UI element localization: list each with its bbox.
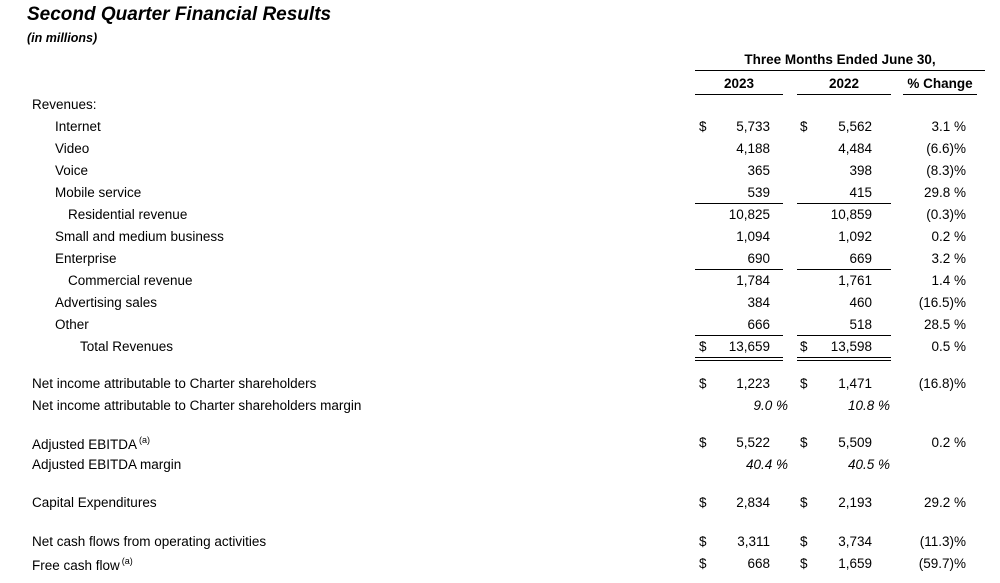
percent-change: 28.5 %: [923, 317, 966, 332]
column-underline-change: [903, 94, 977, 95]
value-2022: 13,598: [830, 339, 872, 354]
total-rule: [797, 335, 891, 336]
percent-change: 1.4 %: [931, 273, 966, 288]
value-2023: 5,522: [736, 435, 770, 450]
currency-symbol: $: [800, 339, 808, 354]
value-2023: 690: [747, 251, 770, 266]
row-label: Commercial revenue: [68, 273, 193, 288]
value-2023: 1,223: [736, 376, 770, 391]
percent-change: 0.2 %: [931, 435, 966, 450]
currency-symbol: $: [800, 119, 808, 134]
revenues-heading: Revenues:: [32, 97, 97, 112]
column-header-change: % Change: [907, 76, 973, 91]
table-row: [0, 119, 1000, 139]
value-2022: 5,562: [838, 119, 872, 134]
table-row: [0, 141, 1000, 161]
row-label: Capital Expenditures: [32, 495, 157, 510]
row-label: Other: [55, 317, 89, 332]
value-2023: 10,825: [728, 207, 770, 222]
net-income-row: [0, 376, 1000, 396]
free-cash-flow-row: [0, 556, 1000, 576]
table-row: [0, 251, 1000, 271]
currency-symbol: $: [800, 556, 808, 571]
currency-symbol: $: [800, 534, 808, 549]
percent-change: (16.8)%: [918, 376, 966, 391]
table-row: [0, 207, 1000, 227]
table-row: [0, 295, 1000, 315]
subtotal-rule: [797, 203, 891, 204]
percent-change: (16.5)%: [918, 295, 966, 310]
column-underline-2023: [695, 94, 783, 95]
free-cash-flow-label: Free cash flow: [32, 558, 120, 573]
subtotal-rule: [695, 203, 783, 204]
units-note: (in millions): [27, 31, 98, 45]
percent-change: 3.2 %: [931, 251, 966, 266]
value-2022: 1,092: [838, 229, 872, 244]
ebitda-label: Adjusted EBITDA: [32, 437, 138, 452]
value-2023: 5,733: [736, 119, 770, 134]
total-revenues-row: [0, 339, 1000, 359]
row-label: Net cash flows from operating activities: [32, 534, 267, 549]
value-2023: 4,188: [736, 141, 770, 156]
value-2023: 13,659: [728, 339, 770, 354]
table-row: [0, 273, 1000, 293]
value-2022: 1,659: [838, 556, 872, 571]
percent-change: 29.2 %: [923, 495, 966, 510]
currency-symbol: $: [699, 534, 707, 549]
row-label: Small and medium business: [55, 229, 224, 244]
value-2023: 1,094: [736, 229, 770, 244]
value-2023: 666: [747, 317, 770, 332]
table-row: [0, 163, 1000, 183]
value-2023: 365: [747, 163, 770, 178]
row-label: Net income attributable to Charter shareholders: [32, 376, 317, 391]
operating-cash-flow-row: [0, 534, 1000, 554]
subtotal-rule: [797, 269, 891, 270]
value-2022: 460: [849, 295, 872, 310]
row-label: Total Revenues: [80, 339, 174, 354]
currency-symbol: $: [699, 495, 707, 510]
value-2022: 398: [849, 163, 872, 178]
value-2022: 518: [849, 317, 872, 332]
currency-symbol: $: [699, 435, 707, 450]
currency-symbol: $: [800, 435, 808, 450]
currency-symbol: $: [699, 376, 707, 391]
margin-2023: 9.0 %: [753, 398, 788, 413]
ebitda-row: [0, 435, 1000, 455]
currency-symbol: $: [699, 119, 707, 134]
column-underline-2022: [797, 94, 891, 95]
row-label: Net income attributable to Charter shareholders margin: [32, 398, 362, 413]
row-label: [32, 435, 150, 452]
table-row: [0, 229, 1000, 249]
value-2023: 3,311: [737, 534, 770, 549]
percent-change: (11.3)%: [919, 534, 966, 549]
double-rule: [797, 357, 891, 358]
percent-change: 3.1 %: [931, 119, 966, 134]
percent-change: 0.5 %: [931, 339, 966, 354]
row-label: Video: [55, 141, 90, 156]
revenues-heading-row: [0, 97, 1000, 117]
percent-change: (8.3)%: [926, 163, 966, 178]
capex-row: [0, 495, 1000, 515]
row-label: [32, 556, 133, 573]
value-2022: 10,859: [830, 207, 872, 222]
footnote-marker: (a): [121, 556, 133, 566]
row-label: Advertising sales: [55, 295, 158, 310]
net-income-margin-row: [0, 398, 1000, 418]
currency-symbol: $: [699, 339, 707, 354]
double-rule: [695, 357, 783, 358]
value-2022: 2,193: [838, 495, 872, 510]
double-rule: [695, 360, 783, 361]
percent-change: 29.8 %: [923, 185, 966, 200]
value-2023: 1,784: [736, 273, 770, 288]
ebitda-margin-row: [0, 457, 1000, 477]
row-label: Enterprise: [55, 251, 117, 266]
report-title: Second Quarter Financial Results: [27, 4, 332, 25]
double-rule: [797, 360, 891, 361]
value-2023: 384: [747, 295, 770, 310]
value-2022: 3,734: [838, 534, 872, 549]
percent-change: 0.2 %: [931, 229, 966, 244]
footnote-marker: (a): [139, 435, 151, 445]
percent-change: (59.7)%: [918, 556, 966, 571]
value-2023: 539: [747, 185, 770, 200]
margin-2023: 40.4 %: [745, 457, 788, 472]
table-row: [0, 317, 1000, 337]
column-header-2023: 2023: [723, 76, 755, 91]
currency-symbol: $: [699, 556, 707, 571]
subtotal-rule: [695, 269, 783, 270]
currency-symbol: $: [800, 495, 808, 510]
row-label: Residential revenue: [68, 207, 188, 222]
row-label: Mobile service: [55, 185, 142, 200]
value-2023: 2,834: [736, 495, 770, 510]
row-label: Internet: [55, 119, 101, 134]
period-header: Three Months Ended June 30,: [744, 52, 936, 67]
value-2023: 668: [747, 556, 770, 571]
total-rule: [695, 335, 783, 336]
margin-2022: 40.5 %: [847, 457, 890, 472]
currency-symbol: $: [800, 376, 808, 391]
column-header-2022: 2022: [828, 76, 860, 91]
value-2022: 669: [849, 251, 872, 266]
value-2022: 5,509: [838, 435, 872, 450]
value-2022: 415: [849, 185, 872, 200]
row-label: Voice: [55, 163, 89, 178]
percent-change: (6.6)%: [926, 141, 966, 156]
period-underline: [695, 70, 985, 71]
margin-2022: 10.8 %: [847, 398, 890, 413]
value-2022: 1,761: [838, 273, 872, 288]
value-2022: 1,471: [838, 376, 872, 391]
percent-change: (0.3)%: [926, 207, 966, 222]
row-label: Adjusted EBITDA margin: [32, 457, 182, 472]
table-row: [0, 185, 1000, 205]
value-2022: 4,484: [838, 141, 872, 156]
